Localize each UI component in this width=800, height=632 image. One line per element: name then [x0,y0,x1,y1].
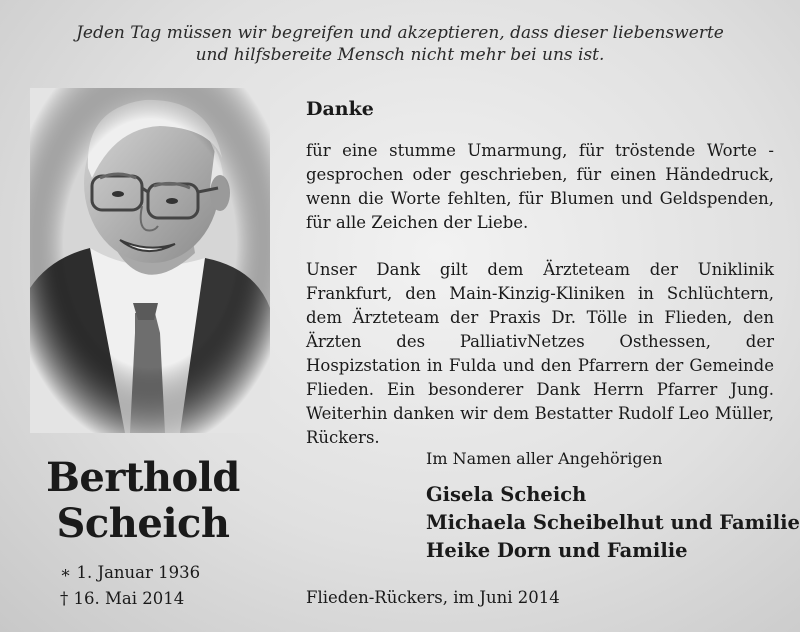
mourner-name: Heike Dorn und Familie [426,539,688,562]
quote-line-2: und hilfsbereite Mensch nicht mehr bei uns ist. [195,45,605,65]
thanks-heading: Danke [306,98,374,120]
birth-symbol: ∗ [60,563,72,582]
mourner-names [426,481,800,565]
mourner-name: Michaela Scheibelhut und Familie [426,511,800,534]
death-date: 16. Mai 2014 [73,589,185,608]
death-symbol: † [60,589,69,608]
birth-date-row [60,560,200,586]
birth-date: 1. Januar 1936 [76,563,201,582]
deceased-name [40,455,246,547]
signoff-line: Im Namen aller Angehörigen [426,449,663,468]
deceased-last-name: Scheich [56,500,230,547]
mourner-name: Gisela Scheich [426,483,587,506]
death-date-row [60,586,200,612]
life-dates [60,560,200,612]
thanks-paragraph-1: für eine stumme Umarmung, für tröstende Worte - gesprochen oder geschrieben, für einen Händedruck, wenn die Worte fehlten, für Blumen und Geldspenden, für alle Zeichen der Liebe. [306,141,774,232]
deceased-first-name: Berthold [46,454,240,501]
portrait-photo [30,88,270,433]
quote-line-1: Jeden Tag müssen wir begreifen und akzeptieren, dass dieser liebenswerte [76,23,724,43]
place-date: Flieden-Rückers, im Juni 2014 [306,588,560,607]
thanks-paragraph-2: Unser Dank gilt dem Ärzteteam der Uniklinik Frankfurt, den Main-Kinzig-Kliniken in Schlüchtern, dem Ärzteteam der Praxis Dr. Tölle in Flieden, den Ärzten des PalliativNetzes Osthessen, der Hospizstation in Fulda und den Pfarrern der Gemeinde Flieden. Ein besonderer Dank Herrn Pfarrer Jung. Weiterhin danken wir dem Bestatter Rudolf Leo Müller, Rückers. [306,260,774,447]
memorial-quote [0,22,800,66]
